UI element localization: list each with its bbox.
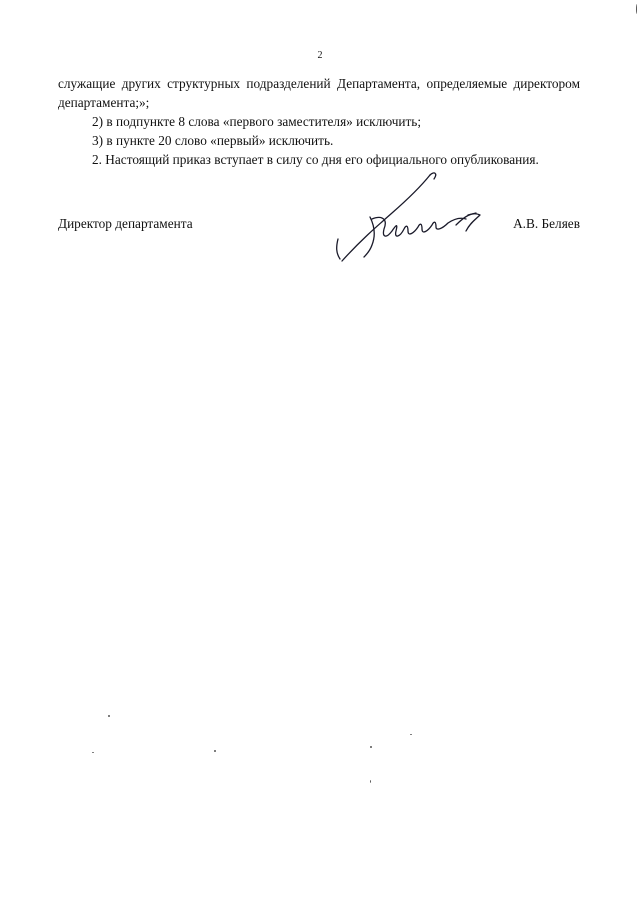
paragraph-effective-date: 2. Настоящий приказ вступает в силу со дня его официального опубликования. xyxy=(92,152,539,167)
paragraph-subitem-3: 3) в пункте 20 слово «первый» исключить. xyxy=(92,133,334,148)
scan-speck xyxy=(410,734,412,735)
scan-speck xyxy=(108,715,110,717)
handwritten-signature xyxy=(330,165,490,270)
scan-speck xyxy=(92,752,94,753)
scan-speck xyxy=(370,746,372,748)
scan-speck xyxy=(636,4,637,14)
page-number: 2 xyxy=(317,50,323,61)
signatory-name: А.В. Беляев xyxy=(513,216,580,231)
signatory-title: Директор департамента xyxy=(58,216,193,231)
order-text xyxy=(58,74,580,169)
scan-speck xyxy=(370,780,371,783)
signature-block xyxy=(58,216,580,238)
scan-speck xyxy=(214,750,216,752)
paragraph-continuation: служащие других структурных подразделений Департамента, определяемые директором департамента;»; xyxy=(58,76,580,110)
paragraph-subitem-2: 2) в подпункте 8 слова «первого заместителя» исключить; xyxy=(92,114,422,129)
